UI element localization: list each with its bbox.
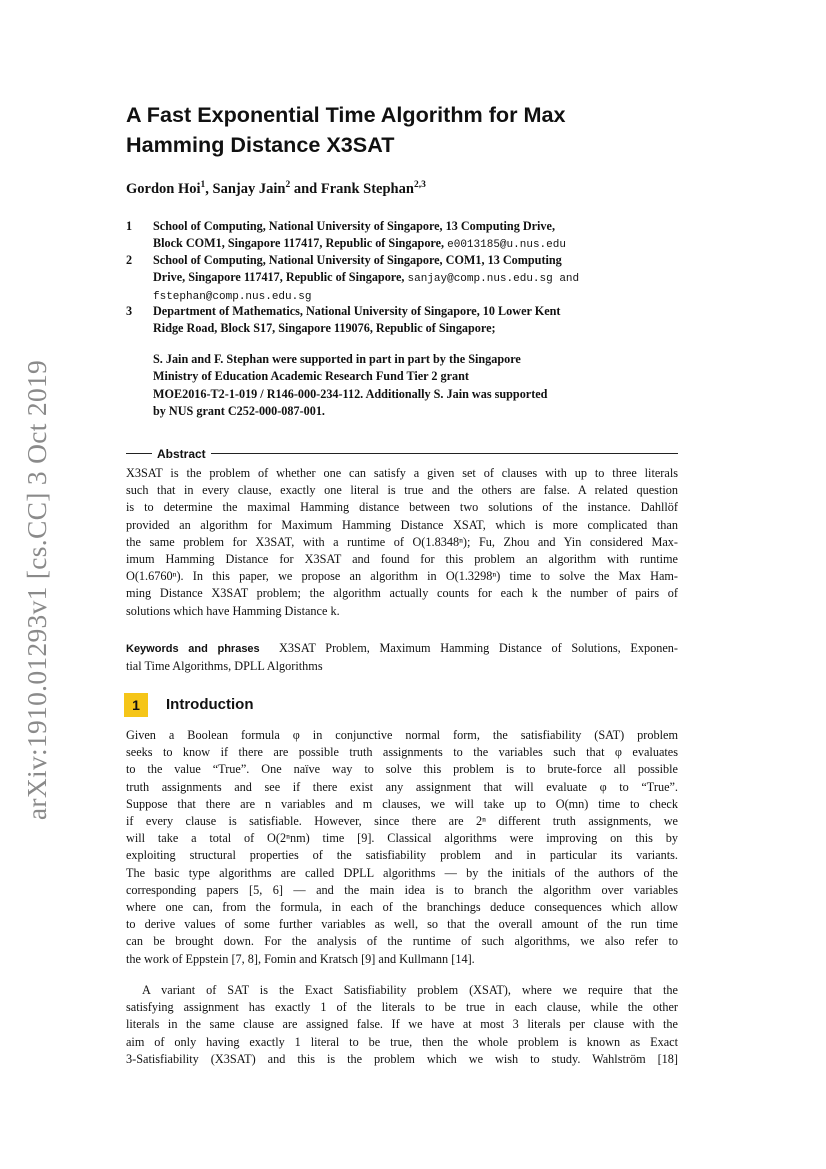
- abstract-line: imum Hamming Distance for X3SAT and found for this problem an algorithm with runtime: [126, 552, 678, 567]
- keywords-block: [126, 640, 678, 675]
- author-separator: and: [290, 180, 321, 197]
- author-affiliation-mark: 2: [285, 180, 291, 190]
- affiliation-2: [126, 252, 686, 306]
- abstract-text: [126, 465, 678, 620]
- body-line: seeks to know if there are possible truth assignments to the variables such that φ evaluates: [126, 745, 678, 760]
- author-name: Sanjay Jain: [212, 180, 286, 197]
- keywords-label: Keywords and phrases: [126, 643, 260, 655]
- abstract-line: such that in every clause, exactly one literal is true and the others are false. A related question: [126, 483, 678, 498]
- section-title: Introduction: [166, 696, 254, 713]
- title-line-1: A Fast Exponential Time Algorithm for Max: [126, 102, 566, 127]
- body-line: the work of Eppstein [7, 8], Fomin and Kratsch [9] and Kullmann [14].: [126, 951, 475, 966]
- author-name: Gordon Hoi: [126, 180, 201, 197]
- author-separator: ,: [205, 180, 213, 197]
- body-line: A variant of SAT is the Exact Satisfiability problem (XSAT), where we require that the: [142, 983, 678, 997]
- affiliation-1: [126, 218, 686, 255]
- affiliation-line: Ridge Road, Block S17, Singapore 119076, Republic of Singapore;: [153, 321, 496, 336]
- intro-paragraph-2: [126, 982, 678, 1068]
- funding-line: S. Jain and F. Stephan were supported in part in part by the Singapore: [153, 352, 521, 366]
- body-line: to derive values of some further variables as well, so that the overall amount of the run time: [126, 917, 678, 932]
- abstract-line: O(1.6760ⁿ). In this paper, we propose an algorithm in O(1.3298ⁿ) time to solve the Max Ham-: [126, 569, 678, 584]
- arxiv-identifier-stamp: [17, 345, 57, 835]
- body-line: 3-Satisfiability (X3SAT) and this is the problem which we wish to study. Wahlström [18]: [126, 1051, 678, 1066]
- funding-line: Ministry of Education Academic Research Fund Tier 2 grant: [153, 369, 469, 384]
- section-number: 1: [132, 697, 140, 713]
- body-line: aim of only having exactly 1 literal to be true, then the whole problem is known as Exact: [126, 1034, 678, 1049]
- rule-segment: [211, 453, 678, 454]
- title-line-2: Hamming Distance X3SAT: [126, 132, 395, 157]
- body-line: Suppose that there are n variables and m clauses, we will take up to O(mn) time to check: [126, 796, 678, 811]
- email-link[interactable]: fstephan@comp.nus.edu.sg: [153, 290, 312, 303]
- body-line: if every clause is satisfiable. However, since there are 2ⁿ different truth assignments, we: [126, 814, 678, 829]
- author-affiliation-mark: 1: [200, 180, 206, 190]
- funding-line: by NUS grant C252-000-087-001.: [153, 403, 325, 418]
- affiliation-line: School of Computing, National University of Singapore, COM1, 13 Computing: [153, 253, 562, 267]
- keywords-line: X3SAT Problem, Maximum Hamming Distance of Solutions, Exponen-: [279, 641, 679, 655]
- author-affiliation-mark: 2,3: [413, 180, 426, 190]
- affiliation-line: Block COM1, Singapore 117417, Republic of Singapore,: [153, 236, 448, 251]
- affiliation-number: 3: [126, 304, 133, 318]
- abstract-line: the same problem for X3SAT, with a runtime of O(1.8348ⁿ); Fu, Zhou and Yin considered Max-: [126, 534, 678, 549]
- body-line: can be brought down. For the analysis of the runtime of such algorithms, we also refer to: [126, 934, 678, 949]
- email-link[interactable]: e0013185@u.nus.edu: [447, 239, 566, 252]
- intro-paragraph-1: [126, 727, 678, 968]
- author-name: Frank Stephan: [320, 180, 414, 197]
- author-list: [126, 180, 426, 198]
- rule-segment: [126, 453, 152, 454]
- email-link[interactable]: sanjay@comp.nus.edu.sg and: [407, 273, 580, 286]
- affiliation-line: Department of Mathematics, National University of Singapore, 10 Lower Kent: [153, 304, 561, 318]
- body-line: where one can, from the formula, in each of the branchings deduce consequences which allow: [126, 900, 678, 915]
- affiliation-line: School of Computing, National University of Singapore, 13 Computing Drive,: [153, 219, 555, 233]
- body-line: to the value “True”. One naïve way to solve this problem is to brute-force all possible: [126, 762, 678, 777]
- section-number-badge: [124, 693, 148, 717]
- affiliation-line: Drive, Singapore 117417, Republic of Singapore,: [153, 270, 408, 285]
- abstract-line: solutions which have Hamming Distance k.: [126, 603, 340, 618]
- paper-title: [126, 100, 686, 160]
- abstract-line: provided an algorithm for Maximum Hamming Distance XSAT, which is more complicated than: [126, 517, 678, 532]
- arxiv-identifier-text: arXiv:1910.01293v1 [cs.CC] 3 Oct 2019: [21, 359, 52, 821]
- affiliation-number: 2: [126, 253, 133, 267]
- body-line: satisfying assignment has exactly 1 of the literals to be true in each clause, while the other: [126, 1000, 678, 1015]
- abstract-heading: Abstract: [152, 447, 211, 461]
- affiliation-number: 1: [126, 219, 133, 233]
- body-line: The basic type algorithms are called DPLL algorithms — by the initials of the authors of the: [126, 865, 678, 880]
- abstract-line: ming Distance X3SAT problem; the algorithm actually counts for each k the number of pairs of: [126, 586, 678, 601]
- abstract-line: X3SAT is the problem of whether one can satisfy a given set of clauses with up to three literals: [126, 466, 678, 480]
- body-line: truth assignments and see if there exist any assignment that will evaluate φ to “True”.: [126, 779, 678, 794]
- body-line: corresponding papers [5, 6] — and the main idea is to branch the algorithm over variables: [126, 882, 678, 897]
- funding-note: [153, 351, 683, 420]
- keywords-line: tial Time Algorithms, DPLL Algorithms: [126, 659, 323, 674]
- body-line: Given a Boolean formula φ in conjunctive normal form, the satisfiability (SAT) problem: [126, 728, 678, 742]
- body-line: will take a total of O(2ⁿnm) time [9]. Classical algorithms were improving on this by: [126, 831, 678, 846]
- body-line: exploiting structural properties of the satisfiability problem and in particular its variants.: [126, 848, 678, 863]
- funding-line: MOE2016-T2-1-019 / R146-000-234-112. Additionally S. Jain was supported: [153, 386, 548, 401]
- abstract-heading-rule: [126, 446, 678, 461]
- affiliation-3: [126, 303, 686, 338]
- abstract-line: is to determine the maximal Hamming distance between two solutions of the instance. Dahllöf: [126, 500, 678, 515]
- body-line: literals in the same clause are assigned false. If we have at most 3 literals per clause with the: [126, 1017, 678, 1032]
